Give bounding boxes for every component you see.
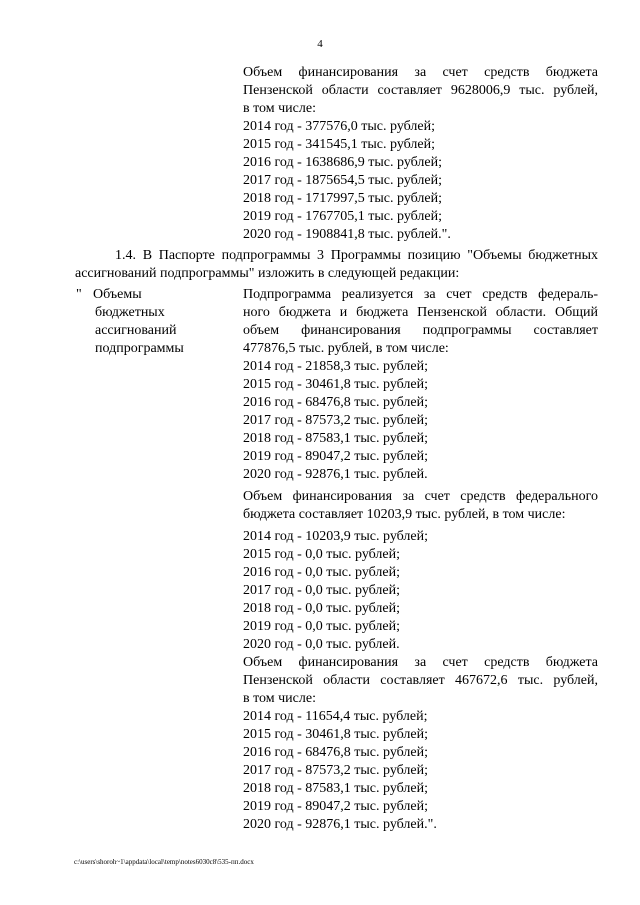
regional-year-line: 2020 год - 92876,1 тыс. рублей.".	[243, 817, 437, 832]
total-year-line: 2018 год - 87583,1 тыс. рублей;	[243, 431, 429, 446]
total-intro-line: 477876,5 тыс. рублей, в том числе:	[243, 341, 449, 356]
top-year-line: 2015 год - 341545,1 тыс. рублей;	[243, 137, 436, 152]
regional-year-line: 2017 год - 87573,2 тыс. рублей;	[243, 763, 429, 778]
total-intro-line: ного бюджета и бюджета Пензенской области. Общий	[243, 305, 598, 320]
total-year-line: 2020 год - 92876,1 тыс. рублей.	[243, 467, 428, 482]
paragraph-line: 1.4. В Паспорте подпрограммы 3 Программы позицию "Объемы бюджетных	[115, 248, 598, 263]
regional-intro-line: Пензенской области составляет 467672,6 тыс. рублей,	[243, 673, 598, 688]
federal-year-line: 2019 год - 0,0 тыс. рублей;	[243, 619, 401, 634]
regional-intro-line: в том числе:	[243, 691, 316, 706]
total-year-line: 2019 год - 89047,2 тыс. рублей;	[243, 449, 429, 464]
total-year-line: 2014 год - 21858,3 тыс. рублей;	[243, 359, 429, 374]
label-line: Объемы	[93, 287, 142, 302]
total-year-line: 2017 год - 87573,2 тыс. рублей;	[243, 413, 429, 428]
regional-year-line: 2014 год - 11654,4 тыс. рублей;	[243, 709, 428, 724]
federal-year-line: 2018 год - 0,0 тыс. рублей;	[243, 601, 401, 616]
total-intro-line: объем финансирования подпрограммы составляет	[243, 323, 598, 338]
top-year-line: 2018 год - 1717997,5 тыс. рублей;	[243, 191, 443, 206]
amendment-paragraph	[75, 247, 598, 283]
top-year-line: 2019 год - 1767705,1 тыс. рублей;	[243, 209, 443, 224]
total-year-line: 2016 год - 68476,8 тыс. рублей;	[243, 395, 429, 410]
subprogram-funding-block	[243, 286, 598, 834]
label-line: подпрограммы	[95, 341, 184, 356]
regional-year-line: 2015 год - 30461,8 тыс. рублей;	[243, 727, 429, 742]
federal-year-line: 2017 год - 0,0 тыс. рублей;	[243, 583, 401, 598]
top-intro-line: Объем финансирования за счет средств бюджета	[243, 65, 598, 80]
position-label	[93, 286, 228, 358]
regional-intro-line: Объем финансирования за счет средств бюджета	[243, 655, 598, 670]
label-line: ассигнований	[95, 323, 177, 338]
top-intro-line: Пензенской области составляет 9628006,9 тыс. рублей,	[243, 83, 598, 98]
total-year-line: 2015 год - 30461,8 тыс. рублей;	[243, 377, 429, 392]
top-year-line: 2014 год - 377576,0 тыс. рублей;	[243, 119, 436, 134]
top-year-line: 2020 год - 1908841,8 тыс. рублей.".	[243, 227, 451, 242]
federal-intro-line: бюджета составляет 10203,9 тыс. рублей, в том числе:	[243, 507, 566, 522]
top-intro-line: в том числе:	[243, 101, 316, 116]
federal-intro-line: Объем финансирования за счет средств федерального	[243, 489, 598, 504]
federal-year-line: 2020 год - 0,0 тыс. рублей.	[243, 637, 400, 652]
top-funding-block	[243, 64, 598, 244]
page-number: 4	[317, 38, 323, 50]
federal-year-line: 2016 год - 0,0 тыс. рублей;	[243, 565, 401, 580]
top-year-line: 2017 год - 1875654,5 тыс. рублей;	[243, 173, 443, 188]
label-line: бюджетных	[95, 305, 165, 320]
total-intro-line: Подпрограмма реализуется за счет средств федераль-	[243, 287, 598, 302]
regional-year-line: 2016 год - 68476,8 тыс. рублей;	[243, 745, 429, 760]
opening-quote: "	[76, 287, 82, 302]
federal-year-line: 2014 год - 10203,9 тыс. рублей;	[243, 529, 429, 544]
paragraph-line: ассигнований подпрограммы" изложить в следующей редакции:	[75, 266, 460, 281]
federal-year-line: 2015 год - 0,0 тыс. рублей;	[243, 547, 401, 562]
top-year-line: 2016 год - 1638686,9 тыс. рублей;	[243, 155, 443, 170]
regional-year-line: 2018 год - 87583,1 тыс. рублей;	[243, 781, 429, 796]
file-path-footer: c:\users\shoroh~1\appdata\local\temp\notes6030c8\535-пп.docx	[74, 858, 254, 866]
regional-year-line: 2019 год - 89047,2 тыс. рублей;	[243, 799, 429, 814]
